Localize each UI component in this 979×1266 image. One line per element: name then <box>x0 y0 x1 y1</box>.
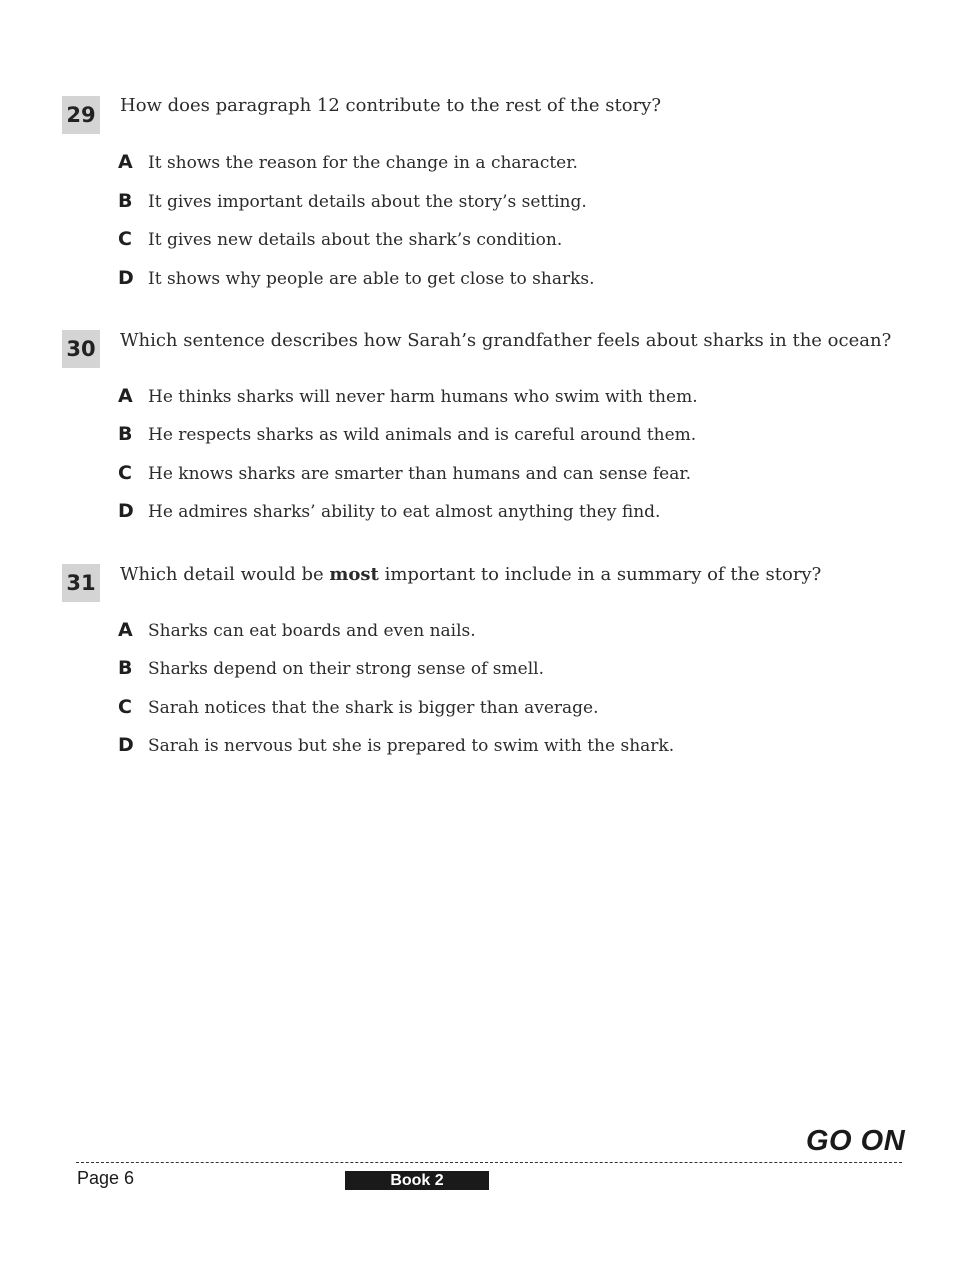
option-letter: D <box>118 267 134 289</box>
option-letter: D <box>118 734 134 756</box>
option-text: Sarah notices that the shark is bigger than average. <box>148 698 599 718</box>
option-text: Sharks can eat boards and even nails. <box>148 621 476 641</box>
stem-text-after: important to include in a summary of the story? <box>384 564 822 585</box>
option-text: He admires sharks’ ability to eat almost anything they find. <box>148 502 661 522</box>
answer-option-d[interactable] <box>118 499 898 523</box>
option-letter: A <box>118 151 133 173</box>
option-letter: D <box>118 500 134 522</box>
option-letter: A <box>118 385 133 407</box>
stem-emphasis: most <box>329 564 379 585</box>
answer-option-c[interactable] <box>118 227 898 251</box>
answer-option-a[interactable] <box>118 618 898 642</box>
option-text: Sarah is nervous but she is prepared to swim with the shark. <box>148 736 675 756</box>
option-letter: C <box>118 696 132 718</box>
footer-divider <box>76 1162 902 1163</box>
go-on-label: GO ON <box>806 1125 906 1157</box>
option-text: It gives important details about the story’s setting. <box>148 192 587 212</box>
answer-option-d[interactable] <box>118 733 898 757</box>
question-number: 29 <box>62 96 100 134</box>
option-text: It shows the reason for the change in a character. <box>148 153 578 173</box>
option-letter: B <box>118 190 133 212</box>
question-stem: How does paragraph 12 contribute to the rest of the story? <box>120 95 661 116</box>
stem-text-before: Which detail would be <box>120 564 324 585</box>
answer-option-a[interactable] <box>118 384 898 408</box>
answer-option-b[interactable] <box>118 422 898 446</box>
answer-option-b[interactable] <box>118 189 898 213</box>
option-text: He respects sharks as wild animals and is careful around them. <box>148 425 697 445</box>
answer-option-c[interactable] <box>118 695 898 719</box>
question-stem <box>120 563 910 587</box>
option-letter: C <box>118 228 132 250</box>
option-letter: B <box>118 423 133 445</box>
page-number: Page 6 <box>77 1168 135 1188</box>
question-number: 30 <box>62 330 100 368</box>
option-text: He knows sharks are smarter than humans and can sense fear. <box>148 464 692 484</box>
answer-option-d[interactable] <box>118 266 898 290</box>
question-stem: Which sentence describes how Sarah’s grandfather feels about sharks in the ocean? <box>120 330 892 351</box>
question-number: 31 <box>62 564 100 602</box>
option-letter: C <box>118 462 132 484</box>
option-letter: A <box>118 619 133 641</box>
option-text: It gives new details about the shark’s condition. <box>148 230 563 250</box>
option-text: It shows why people are able to get close to sharks. <box>148 269 595 289</box>
answer-option-b[interactable] <box>118 656 898 680</box>
answer-option-a[interactable] <box>118 150 898 174</box>
option-letter: B <box>118 657 133 679</box>
book-label: Book 2 <box>345 1171 489 1190</box>
option-text: He thinks sharks will never harm humans who swim with them. <box>148 387 698 407</box>
answer-option-c[interactable] <box>118 461 898 485</box>
option-text: Sharks depend on their strong sense of smell. <box>148 659 544 679</box>
